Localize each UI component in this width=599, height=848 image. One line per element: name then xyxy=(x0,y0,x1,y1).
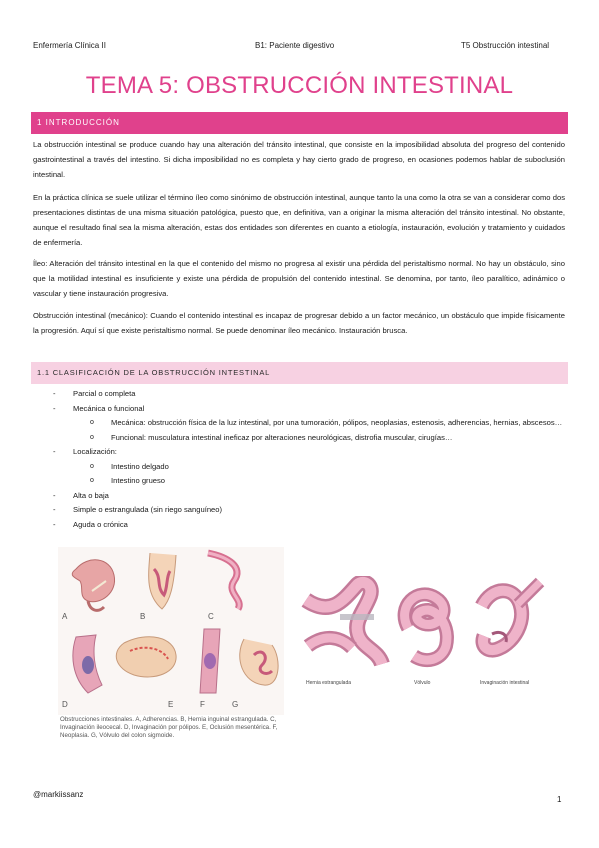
list-item: - Simple o estrangulada (sin riego sanguíneo) xyxy=(53,505,223,514)
header-center: B1: Paciente digestivo xyxy=(255,41,335,50)
page-title: TEMA 5: OBSTRUCCIÓN INTESTINAL xyxy=(85,72,514,99)
list-subitem: o Funcional: musculatura intestinal ineficaz por alteraciones neurológicas, distrofia muscular, cirugías… xyxy=(90,432,453,442)
label-invaginacion: Invaginación intestinal xyxy=(480,680,530,686)
list-item: - Localización: xyxy=(53,447,117,456)
label-g: G xyxy=(232,700,239,709)
header-right: T5 Obstrucción intestinal xyxy=(461,41,550,50)
paragraph-4: Obstrucción intestinal (mecánico): Cuando el contenido intestinal es incapaz de progresar debido a un factor mecánico, un obstáculo que impide físicamente la progresión. Aquí sí que existe peristaltismo normal. Se puede denominar íleo mecánico. Instauración brusca. xyxy=(33,311,565,335)
hernia-estrangulada-graphic xyxy=(306,582,382,664)
list-subitem: o Intestino delgado xyxy=(90,461,169,471)
list-item: - Alta o baja xyxy=(53,490,109,500)
paragraph-2: En la práctica clínica se suele utilizar el término íleo como sinónimo de obstrucción intestinal, aunque tanto la una como la otra se van a considerar como dos presentaciones distintas de una misma situación patológica, puesto que, en definitiva, van a originar la misma alteración del tránsito intestinal. No obstante, aunque el resultado final sea la misma alteración, estas dos entidades son diferentes en cuanto a etiología, instauración, evolución y tratamiento y cuidados de enfermería. xyxy=(33,193,565,247)
label-volvulo: Vólvulo xyxy=(414,680,431,686)
paragraph-1: La obstrucción intestinal se produce cuando hay una alteración del tránsito intestinal, que consiste en la imposibilidad absoluta del progreso del contenido gastrointestinal a través del intestino. Si dicha imposibilidad no es completa y hay cierto grado de progreso, en ocasiones podemos hablar de suboclusión intestinal. xyxy=(33,140,565,179)
list-subitem: o Intestino grueso xyxy=(90,476,166,485)
label-c: C xyxy=(208,612,214,621)
label-hernia: Hernia estrangulada xyxy=(306,680,352,686)
page-number: 1 xyxy=(557,795,562,804)
label-b: B xyxy=(140,612,146,621)
label-d: D xyxy=(62,700,68,709)
obstructions-illustration xyxy=(58,547,284,715)
obstruction-types-illustration xyxy=(300,576,556,688)
section-heading-introduccion: 1 INTRODUCCIÓN xyxy=(31,112,568,134)
label-e: E xyxy=(168,700,174,709)
figure-obstructions xyxy=(58,547,284,742)
volvulo-graphic xyxy=(405,594,447,660)
invaginacion-graphic xyxy=(482,582,540,650)
paragraph-3: Íleo: Alteración del tránsito intestinal en la que el contenido del mismo no progresa al existir una pérdida del peristaltismo normal. No hay un obstáculo, sino que la motilidad intestinal es insuficiente y existe una pérdida de propulsión del contenido intestinal. Se denomina, por tanto, íleo paralítico, adinámico o vascular y tiene instauración progresiva. xyxy=(33,259,565,298)
list-item: - Aguda o crónica xyxy=(53,519,128,529)
list-item: - Mecánica o funcional xyxy=(53,403,145,413)
label-f: F xyxy=(200,700,205,709)
figure-obstruction-types xyxy=(300,576,556,688)
footer-author: @markiissanz xyxy=(33,790,84,799)
list-item: - Parcial o completa xyxy=(53,389,136,398)
panel-f xyxy=(200,629,220,693)
figure-caption: Obstrucciones intestinales. A, Adherencias. B, Hernia inguinal estrangulada. C, Invaginación ileocecal. D, Invaginación por pólipos. E, Oclusión mesentérica. F, Neoplasia. G, Vólvulo del colon sigmoide. xyxy=(60,716,278,739)
panel-e xyxy=(116,637,176,677)
list-subitem: o Mecánica: obstrucción física de la luz intestinal, por una tumoración, pólipos, neoplasias, estenosis, adherencias, hernias, abscesos… xyxy=(90,418,563,427)
header-left: Enfermería Clínica II xyxy=(33,41,106,50)
subsection-heading-clasificacion: 1.1 CLASIFICACIÓN DE LA OBSTRUCCIÓN INTESTINAL xyxy=(31,362,568,384)
label-a: A xyxy=(62,612,68,621)
classification-list xyxy=(33,387,565,532)
